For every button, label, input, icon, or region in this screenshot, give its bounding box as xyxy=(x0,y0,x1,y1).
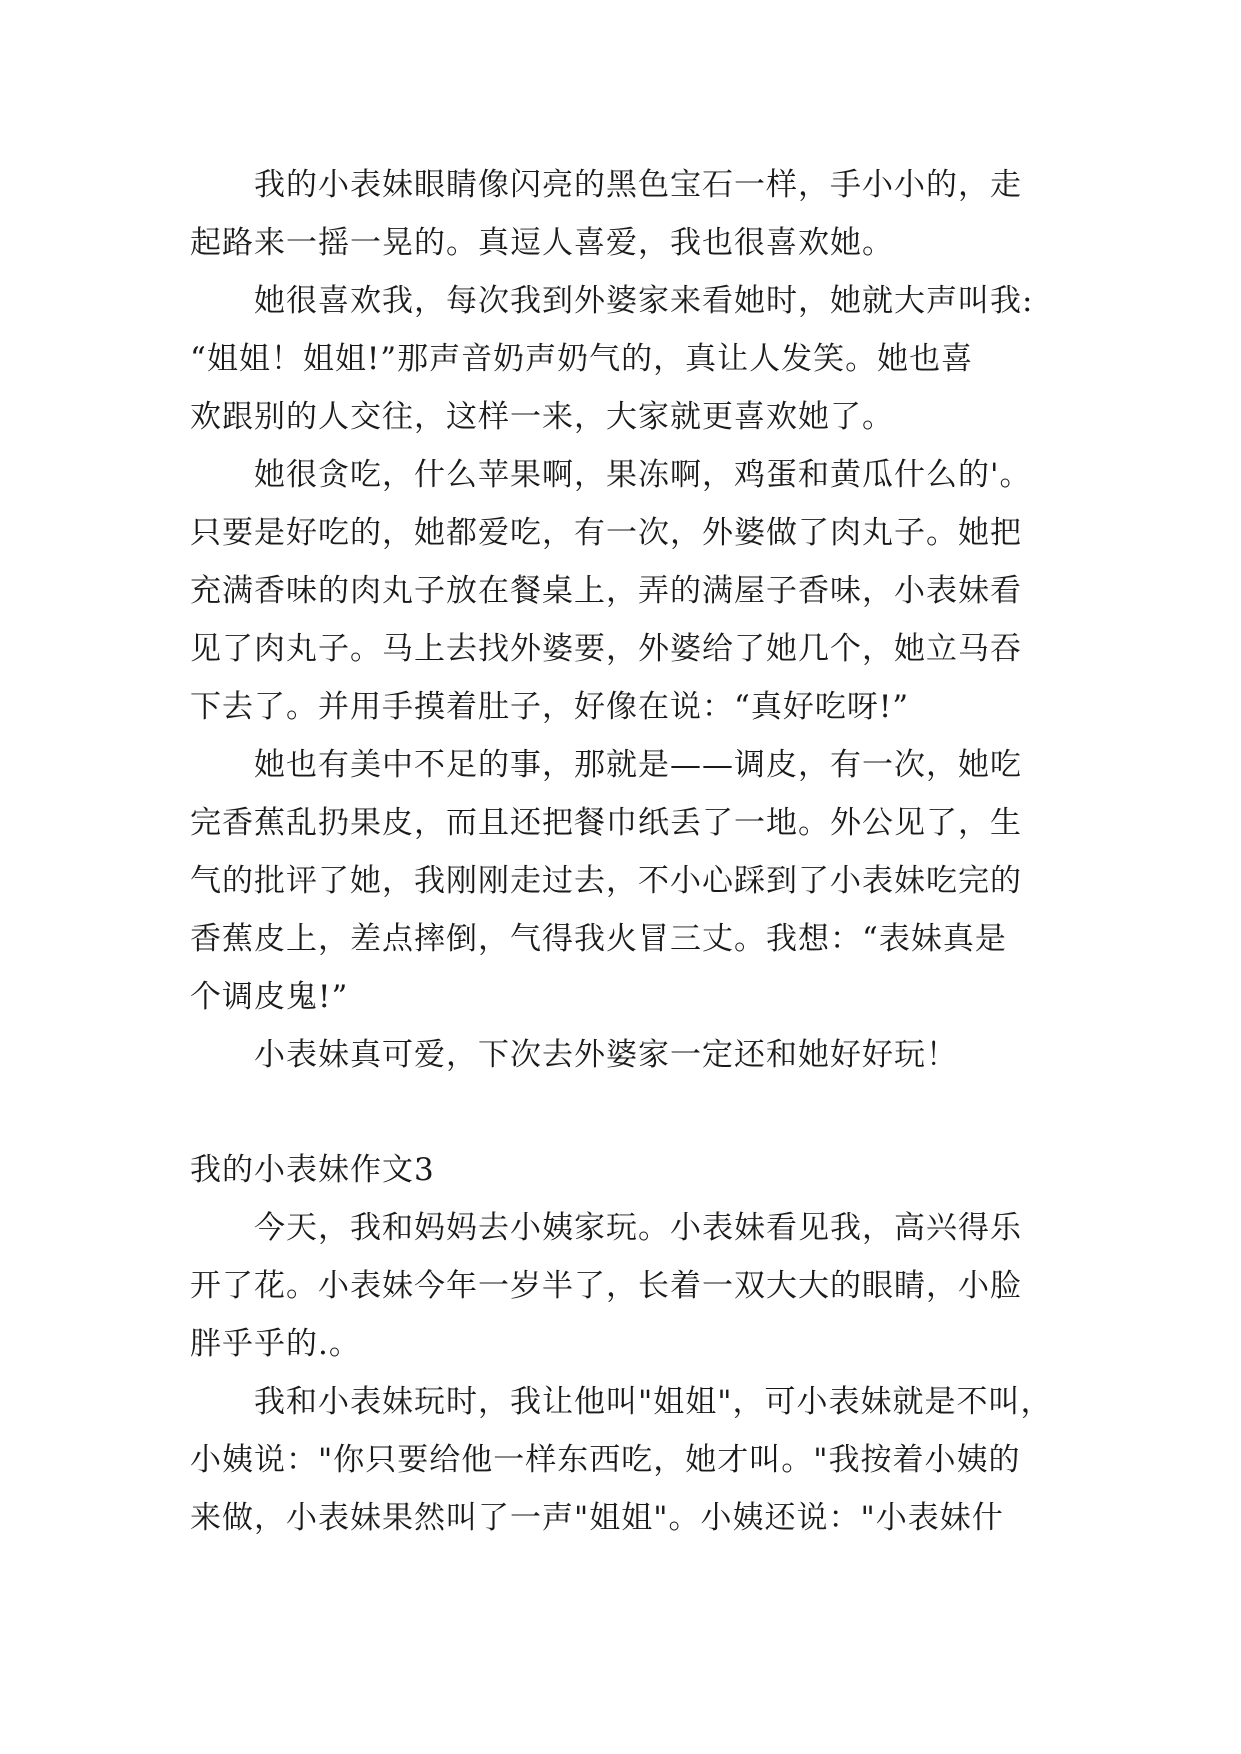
paragraph-line: 香蕉皮上，差点摔倒，气得我火冒三丈。我想：“表妹真是 xyxy=(190,921,1007,957)
paragraph-line: 个调皮鬼!” xyxy=(190,979,349,1015)
paragraph-line: 我的小表妹眼睛像闪亮的黑色宝石一样，手小小的，走 xyxy=(254,167,1022,203)
paragraph-line: 充满香味的肉丸子放在餐桌上，弄的满屋子香味，小表妹看 xyxy=(190,573,1022,609)
paragraph-line: 起路来一摇一晃的。真逗人喜爱，我也很喜欢她。 xyxy=(190,225,894,261)
section-heading: 我的小表妹作文3 xyxy=(190,1152,435,1188)
paragraph-line: 完香蕉乱扔果皮，而且还把餐巾纸丢了一地。外公见了，生 xyxy=(190,805,1022,841)
paragraph-line: 胖乎乎的.。 xyxy=(190,1326,361,1362)
paragraph-line: 她很喜欢我，每次我到外婆家来看她时，她就大声叫我: xyxy=(254,283,1034,319)
paragraph-line: 我和小表妹玩时，我让他叫"姐姐"，可小表妹就是不叫， xyxy=(254,1384,1053,1420)
paragraph-line: 小姨说："你只要给他一样东西吃，她才叫。"我按着小姨的 xyxy=(190,1442,1021,1478)
paragraph-line: 她很贪吃，什么苹果啊，果冻啊，鸡蛋和黄瓜什么的'。 xyxy=(254,457,1032,493)
paragraph-line: “姐姐！姐姐!”那声音奶声奶气的，真让人发笑。她也喜 xyxy=(190,341,974,377)
paragraph-line: 见了肉丸子。马上去找外婆要，外婆给了她几个，她立马吞 xyxy=(190,631,1022,667)
paragraph-line: 开了花。小表妹今年一岁半了，长着一双大大的眼睛，小脸 xyxy=(190,1268,1022,1304)
paragraph-line: 气的批评了她，我刚刚走过去，不小心踩到了小表妹吃完的 xyxy=(190,863,1022,899)
paragraph-line: 今天，我和妈妈去小姨家玩。小表妹看见我，高兴得乐 xyxy=(254,1210,1022,1246)
paragraph-line: 小表妹真可爱，下次去外婆家一定还和她好好玩！ xyxy=(254,1037,958,1073)
paragraph-line: 欢跟别的人交往，这样一来，大家就更喜欢她了。 xyxy=(190,399,894,435)
paragraph-line: 下去了。并用手摸着肚子，好像在说：“真好吃呀!” xyxy=(190,689,910,725)
paragraph-line: 只要是好吃的，她都爱吃，有一次，外婆做了肉丸子。她把 xyxy=(190,515,1022,551)
paragraph-line: 她也有美中不足的事，那就是——调皮，有一次，她吃 xyxy=(254,747,1022,783)
paragraph-line: 来做，小表妹果然叫了一声"姐姐"。小姨还说："小表妹什 xyxy=(190,1500,1004,1536)
